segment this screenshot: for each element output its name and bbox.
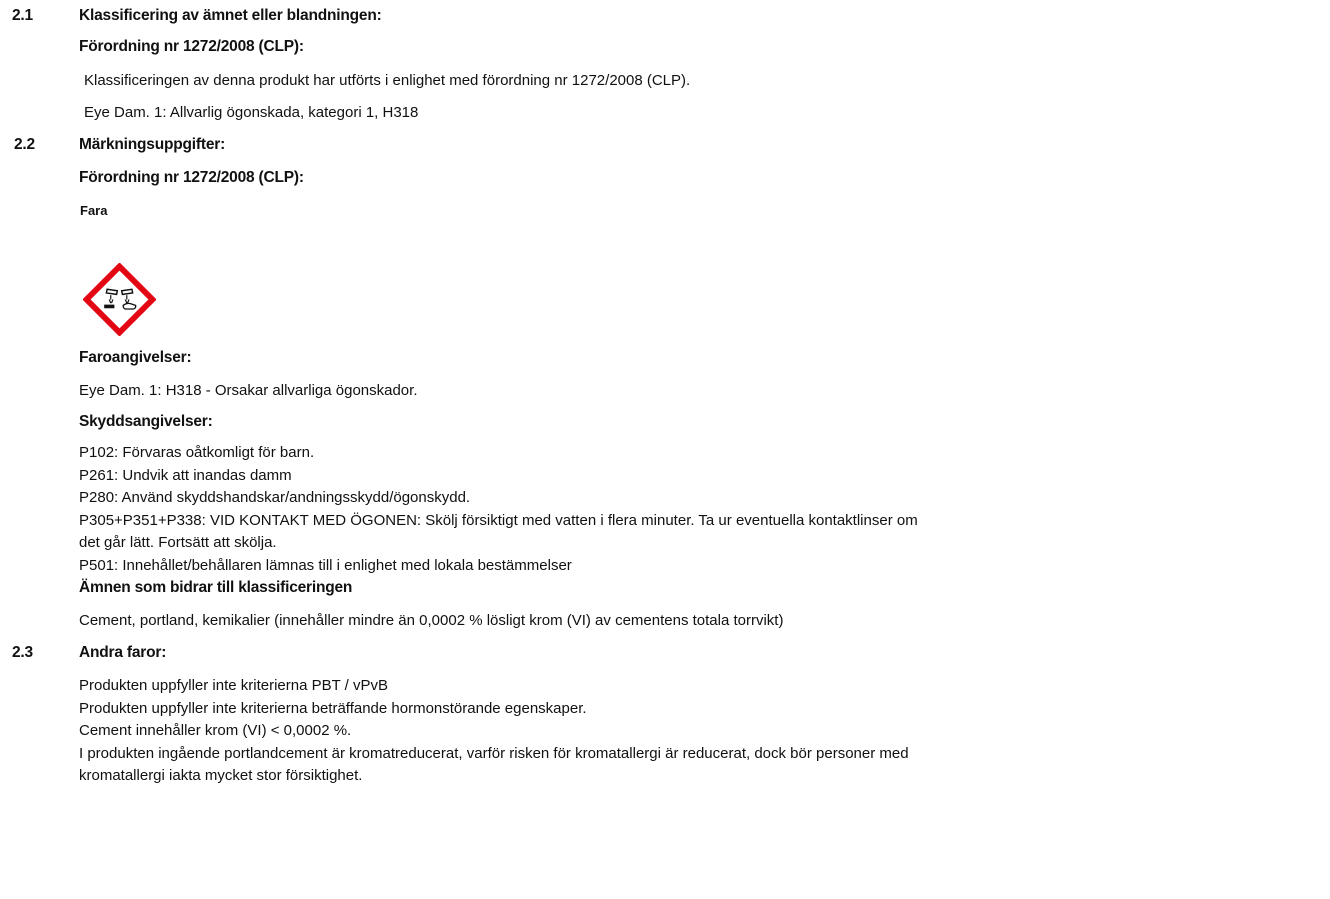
precaution-line: P102: Förvaras oåtkomligt för barn. [79,444,315,461]
section-title-2-2: Märkningsuppgifter: [79,136,226,153]
hazard-statements-heading: Faroangivelser: [79,349,192,366]
contributing-substances-text: Cement, portland, kemikalier (innehåller mindre än 0,0002 % lösligt krom (VI) av cementens totala torrvikt) [79,612,784,629]
contributing-substances-heading: Ämnen som bidrar till klassificeringen [79,579,353,596]
precaution-line: P501: Innehållet/behållaren lämnas till i enlighet med lokala bestämmelser [79,556,572,574]
signal-word: Fara [80,203,108,218]
section-number-2-3: 2.3 [12,644,33,661]
other-hazard-line: Cement innehåller krom (VI) < 0,0002 %. [79,722,352,740]
other-hazard-line: kromatallergi iakta mycket stor försiktighet. [79,767,363,785]
section-number-2-1: 2.1 [12,7,33,24]
hazard-statement: Eye Dam. 1: H318 - Orsakar allvarliga ögonskador. [79,382,418,399]
precautionary-statements-heading: Skyddsangivelser: [79,413,213,430]
section-title-2-1: Klassificering av ämnet eller blandningen: [79,7,382,24]
precaution-line: P280: Använd skyddshandskar/andningsskydd/ögonskydd. [79,489,471,507]
classification-note: Klassificeringen av denna produkt har utförts i enlighet med förordning nr 1272/2008 (CLP). [84,72,691,89]
classification-hazard: Eye Dam. 1: Allvarlig ögonskada, kategori 1, H318 [84,104,419,121]
precaution-line: det går lätt. Fortsätt att skölja. [79,534,277,552]
other-hazards-text [79,675,909,788]
regulation-subtitle-2-1: Förordning nr 1272/2008 (CLP): [79,38,304,55]
section-title-2-3: Andra faror: [79,644,167,661]
precaution-line: P261: Undvik att inandas damm [79,466,292,484]
section-number-2-2: 2.2 [14,136,35,153]
other-hazard-line: Produkten uppfyller inte kriterierna PBT / vPvB [79,677,389,694]
other-hazard-line: Produkten uppfyller inte kriterierna beträffande hormonstörande egenskaper. [79,699,587,717]
regulation-subtitle-2-2: Förordning nr 1272/2008 (CLP): [79,169,304,186]
precautionary-statements-list [79,442,918,578]
ghs05-corrosion-icon [83,263,156,336]
precaution-line: P305+P351+P338: VID KONTAKT MED ÖGONEN: Skölj försiktigt med vatten i flera minuter. Ta ur eventuella kontaktlinser om [79,511,918,529]
other-hazard-line: I produkten ingående portlandcement är kromatreducerat, varför risken för kromatallergi är reducerat, dock bör personer med [79,744,909,762]
